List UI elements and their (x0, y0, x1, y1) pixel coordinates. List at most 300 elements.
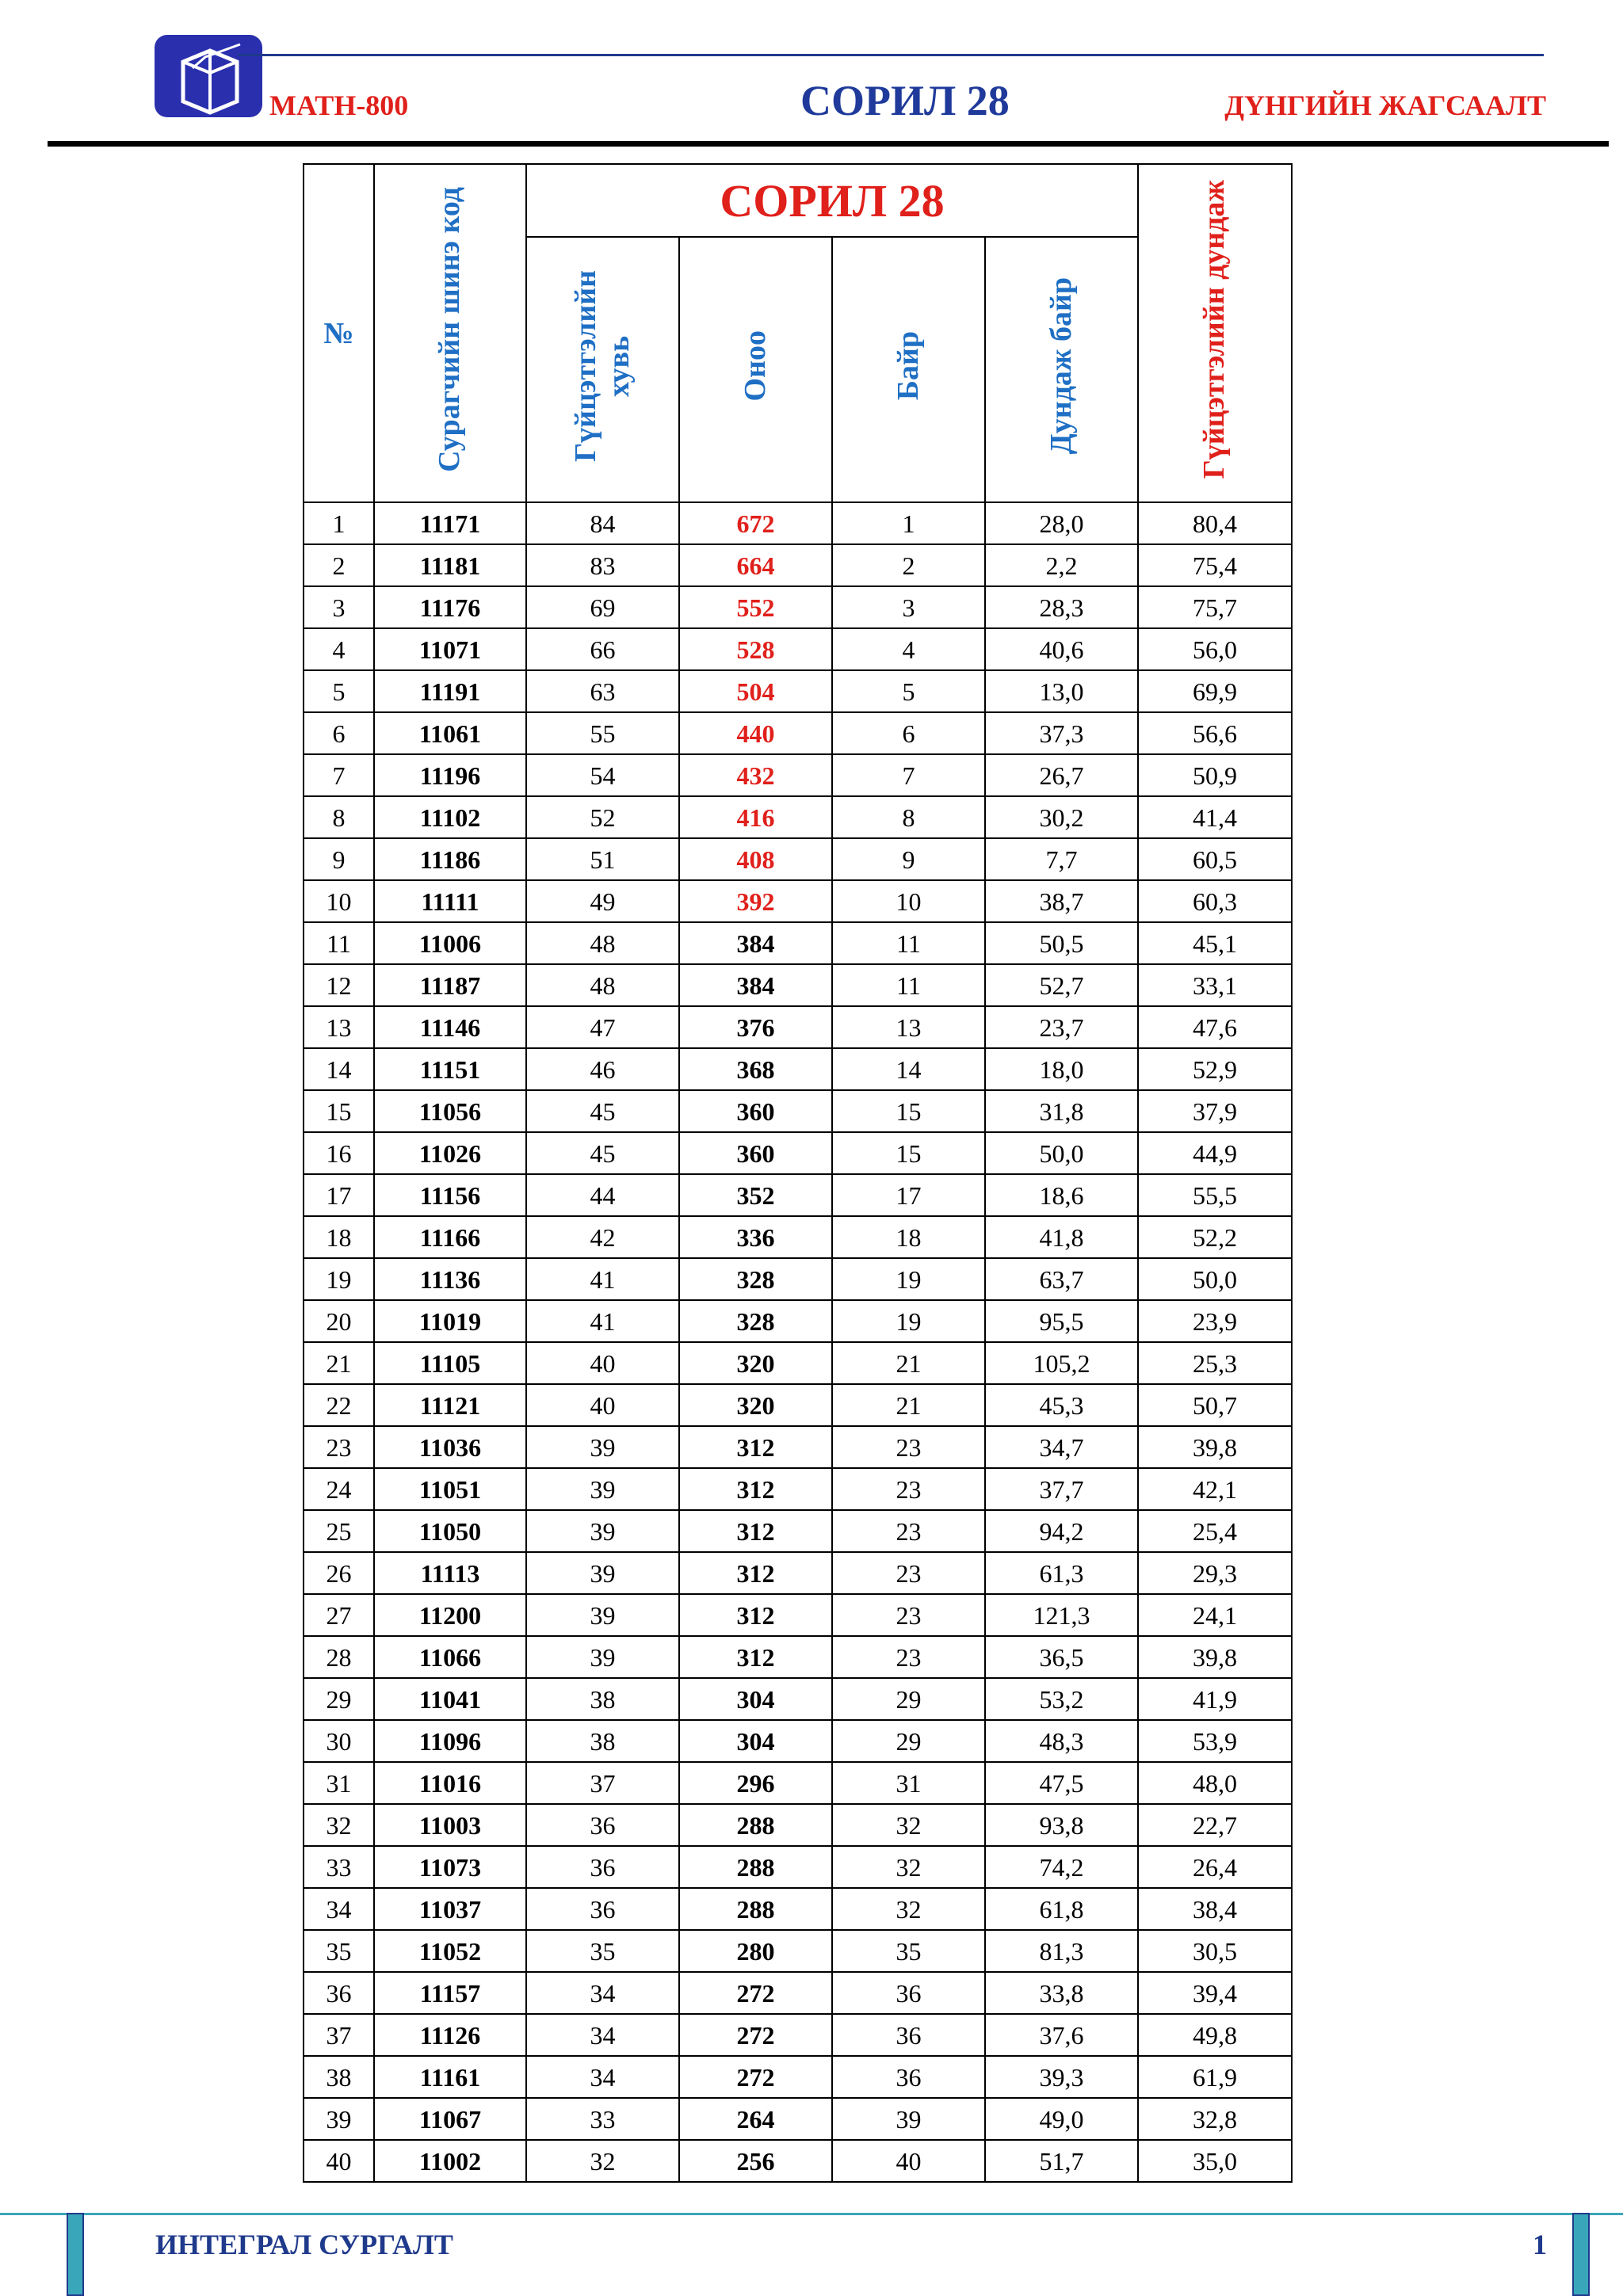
cell-performance-percent: 69 (526, 586, 679, 628)
cell-performance-percent: 84 (526, 502, 679, 544)
cell-student-code: 11071 (374, 628, 526, 670)
cell-row-number: 17 (304, 1174, 374, 1216)
cell-avg-performance: 56,6 (1138, 712, 1292, 754)
cell-avg-performance: 52,2 (1138, 1216, 1292, 1258)
footer-bar-left (67, 2213, 84, 2296)
cell-rank: 23 (832, 1426, 985, 1468)
cell-score: 504 (679, 670, 832, 712)
cell-avg-performance: 44,9 (1138, 1132, 1292, 1174)
cell-avg-performance: 45,1 (1138, 922, 1292, 964)
cell-rank: 10 (832, 880, 985, 922)
book-logo-icon (153, 33, 264, 119)
cell-rank: 23 (832, 1636, 985, 1678)
cell-student-code: 11151 (374, 1048, 526, 1090)
cell-rank: 32 (832, 1846, 985, 1888)
cell-avg-performance: 23,9 (1138, 1300, 1292, 1342)
cell-performance-percent: 48 (526, 922, 679, 964)
cell-avg-rank: 50,5 (985, 922, 1138, 964)
header-avg-performance: Гүйцэтгэлийн дундаж (1138, 164, 1292, 502)
cell-avg-rank: 81,3 (985, 1930, 1138, 1972)
cell-avg-performance: 56,0 (1138, 628, 1292, 670)
table-row (304, 712, 1292, 754)
cell-student-code: 11051 (374, 1468, 526, 1510)
table-row (304, 1552, 1292, 1594)
cell-rank: 1 (832, 502, 985, 544)
header-avg-rank: Дундаж байр (985, 237, 1138, 502)
header-score: Оноо (679, 237, 832, 502)
header-left-label: MATH-800 (269, 90, 409, 121)
cell-avg-performance: 33,1 (1138, 964, 1292, 1006)
cell-row-number: 34 (304, 1888, 374, 1930)
cell-row-number: 32 (304, 1804, 374, 1846)
cell-student-code: 11157 (374, 1972, 526, 2014)
table-row (304, 2140, 1292, 2182)
cell-student-code: 11003 (374, 1804, 526, 1846)
table-row (304, 1132, 1292, 1174)
cell-student-code: 11171 (374, 502, 526, 544)
cell-avg-rank: 31,8 (985, 1090, 1138, 1132)
cell-row-number: 16 (304, 1132, 374, 1174)
cell-avg-performance: 53,9 (1138, 1720, 1292, 1762)
cell-student-code: 11161 (374, 2056, 526, 2098)
cell-performance-percent: 49 (526, 880, 679, 922)
cell-avg-performance: 41,9 (1138, 1678, 1292, 1720)
cell-avg-rank: 63,7 (985, 1258, 1138, 1300)
cell-performance-percent: 37 (526, 1762, 679, 1804)
table-row (304, 1258, 1292, 1300)
cell-avg-rank: 93,8 (985, 1804, 1138, 1846)
cell-performance-percent: 42 (526, 1216, 679, 1258)
cell-avg-rank: 95,5 (985, 1300, 1138, 1342)
cell-row-number: 33 (304, 1846, 374, 1888)
cell-rank: 19 (832, 1258, 985, 1300)
table-row (304, 1804, 1292, 1846)
cell-performance-percent: 33 (526, 2098, 679, 2140)
cell-rank: 23 (832, 1468, 985, 1510)
table-row (304, 1846, 1292, 1888)
cell-avg-performance: 69,9 (1138, 670, 1292, 712)
table-row (304, 1300, 1292, 1342)
cell-row-number: 5 (304, 670, 374, 712)
table-row (304, 796, 1292, 838)
table-row (304, 1930, 1292, 1972)
footer-bar-right (1572, 2213, 1590, 2296)
cell-performance-percent: 63 (526, 670, 679, 712)
cell-student-code: 11187 (374, 964, 526, 1006)
cell-row-number: 31 (304, 1762, 374, 1804)
cell-avg-performance: 47,6 (1138, 1006, 1292, 1048)
cell-row-number: 4 (304, 628, 374, 670)
table-row (304, 2014, 1292, 2056)
cell-score: 288 (679, 1804, 832, 1846)
cell-score: 288 (679, 1846, 832, 1888)
cell-score: 360 (679, 1090, 832, 1132)
cell-avg-rank: 48,3 (985, 1720, 1138, 1762)
table-row (304, 670, 1292, 712)
cell-row-number: 18 (304, 1216, 374, 1258)
cell-avg-performance: 61,9 (1138, 2056, 1292, 2098)
cell-performance-percent: 45 (526, 1090, 679, 1132)
cell-row-number: 23 (304, 1426, 374, 1468)
cell-avg-rank: 39,3 (985, 2056, 1138, 2098)
cell-rank: 35 (832, 1930, 985, 1972)
cell-avg-performance: 24,1 (1138, 1594, 1292, 1636)
cell-avg-performance: 48,0 (1138, 1762, 1292, 1804)
cell-student-code: 11102 (374, 796, 526, 838)
cell-student-code: 11006 (374, 922, 526, 964)
cell-score: 272 (679, 2056, 832, 2098)
cell-avg-rank: 30,2 (985, 796, 1138, 838)
cell-score: 552 (679, 586, 832, 628)
header-rule (238, 54, 1544, 56)
cell-rank: 32 (832, 1804, 985, 1846)
header-divider (48, 141, 1609, 147)
cell-student-code: 11196 (374, 754, 526, 796)
cell-student-code: 11016 (374, 1762, 526, 1804)
cell-student-code: 11166 (374, 1216, 526, 1258)
cell-avg-rank: 28,0 (985, 502, 1138, 544)
cell-avg-rank: 18,0 (985, 1048, 1138, 1090)
cell-score: 312 (679, 1594, 832, 1636)
cell-row-number: 27 (304, 1594, 374, 1636)
cell-row-number: 14 (304, 1048, 374, 1090)
cell-student-code: 11181 (374, 544, 526, 586)
table-row (304, 838, 1292, 880)
cell-avg-rank: 34,7 (985, 1426, 1138, 1468)
cell-rank: 3 (832, 586, 985, 628)
results-body (304, 502, 1292, 2182)
cell-performance-percent: 47 (526, 1006, 679, 1048)
cell-row-number: 11 (304, 922, 374, 964)
cell-performance-percent: 35 (526, 1930, 679, 1972)
table-row (304, 922, 1292, 964)
table-row (304, 1216, 1292, 1258)
cell-avg-performance: 22,7 (1138, 1804, 1292, 1846)
cell-performance-percent: 36 (526, 1804, 679, 1846)
cell-score: 312 (679, 1636, 832, 1678)
cell-rank: 15 (832, 1090, 985, 1132)
cell-rank: 36 (832, 2014, 985, 2056)
cell-performance-percent: 39 (526, 1510, 679, 1552)
table-row (304, 1174, 1292, 1216)
results-table (303, 163, 1293, 2183)
cell-student-code: 11052 (374, 1930, 526, 1972)
cell-row-number: 12 (304, 964, 374, 1006)
table-row (304, 1972, 1292, 2014)
cell-performance-percent: 48 (526, 964, 679, 1006)
cell-score: 312 (679, 1510, 832, 1552)
cell-avg-rank: 74,2 (985, 1846, 1138, 1888)
cell-score: 272 (679, 1972, 832, 2014)
cell-avg-performance: 41,4 (1138, 796, 1292, 838)
cell-score: 304 (679, 1720, 832, 1762)
cell-score: 320 (679, 1384, 832, 1426)
cell-performance-percent: 66 (526, 628, 679, 670)
table-row (304, 1594, 1292, 1636)
cell-rank: 13 (832, 1006, 985, 1048)
table-row (304, 1426, 1292, 1468)
cell-rank: 23 (832, 1510, 985, 1552)
cell-avg-rank: 121,3 (985, 1594, 1138, 1636)
table-row (304, 502, 1292, 544)
footer-label: ИНТЕГРАЛ СУРГАЛТ (155, 2229, 453, 2260)
cell-performance-percent: 39 (526, 1594, 679, 1636)
cell-avg-performance: 75,7 (1138, 586, 1292, 628)
footer-rule (0, 2213, 1623, 2215)
cell-avg-rank: 94,2 (985, 1510, 1138, 1552)
table-row (304, 964, 1292, 1006)
cell-student-code: 11113 (374, 1552, 526, 1594)
cell-avg-rank: 105,2 (985, 1342, 1138, 1384)
cell-avg-performance: 39,8 (1138, 1636, 1292, 1678)
cell-performance-percent: 34 (526, 2014, 679, 2056)
cell-row-number: 10 (304, 880, 374, 922)
cell-rank: 7 (832, 754, 985, 796)
cell-avg-performance: 75,4 (1138, 544, 1292, 586)
cell-rank: 15 (832, 1132, 985, 1174)
cell-avg-rank: 41,8 (985, 1216, 1138, 1258)
cell-row-number: 2 (304, 544, 374, 586)
cell-score: 392 (679, 880, 832, 922)
cell-score: 384 (679, 922, 832, 964)
cell-student-code: 11105 (374, 1342, 526, 1384)
cell-rank: 11 (832, 922, 985, 964)
cell-avg-rank: 52,7 (985, 964, 1138, 1006)
cell-avg-rank: 36,5 (985, 1636, 1138, 1678)
cell-avg-rank: 28,3 (985, 586, 1138, 628)
table-row (304, 1006, 1292, 1048)
cell-avg-rank: 2,2 (985, 544, 1138, 586)
cell-row-number: 1 (304, 502, 374, 544)
cell-student-code: 11026 (374, 1132, 526, 1174)
cell-score: 312 (679, 1426, 832, 1468)
cell-rank: 9 (832, 838, 985, 880)
cell-student-code: 11200 (374, 1594, 526, 1636)
cell-avg-performance: 37,9 (1138, 1090, 1292, 1132)
cell-avg-performance: 35,0 (1138, 2140, 1292, 2182)
table-row (304, 1384, 1292, 1426)
table-row (304, 1048, 1292, 1090)
cell-performance-percent: 83 (526, 544, 679, 586)
cell-student-code: 11176 (374, 586, 526, 628)
cell-rank: 36 (832, 1972, 985, 2014)
cell-performance-percent: 39 (526, 1426, 679, 1468)
cell-student-code: 11002 (374, 2140, 526, 2182)
cell-score: 312 (679, 1552, 832, 1594)
cell-row-number: 39 (304, 2098, 374, 2140)
cell-avg-performance: 50,0 (1138, 1258, 1292, 1300)
table-row (304, 1342, 1292, 1384)
cell-rank: 2 (832, 544, 985, 586)
cell-rank: 29 (832, 1720, 985, 1762)
cell-student-code: 11019 (374, 1300, 526, 1342)
cell-rank: 32 (832, 1888, 985, 1930)
cell-rank: 36 (832, 2056, 985, 2098)
cell-score: 320 (679, 1342, 832, 1384)
cell-student-code: 11050 (374, 1510, 526, 1552)
cell-score: 416 (679, 796, 832, 838)
cell-row-number: 28 (304, 1636, 374, 1678)
cell-avg-performance: 39,8 (1138, 1426, 1292, 1468)
cell-avg-performance: 38,4 (1138, 1888, 1292, 1930)
cell-rank: 19 (832, 1300, 985, 1342)
header-test-group: СОРИЛ 28 (526, 164, 1138, 237)
cell-performance-percent: 40 (526, 1384, 679, 1426)
table-row (304, 2056, 1292, 2098)
cell-avg-rank: 18,6 (985, 1174, 1138, 1216)
cell-rank: 4 (832, 628, 985, 670)
cell-rank: 39 (832, 2098, 985, 2140)
cell-row-number: 38 (304, 2056, 374, 2098)
cell-row-number: 13 (304, 1006, 374, 1048)
cell-rank: 21 (832, 1384, 985, 1426)
cell-rank: 18 (832, 1216, 985, 1258)
cell-student-code: 11156 (374, 1174, 526, 1216)
cell-score: 432 (679, 754, 832, 796)
cell-avg-rank: 23,7 (985, 1006, 1138, 1048)
cell-score: 384 (679, 964, 832, 1006)
table-row (304, 544, 1292, 586)
cell-avg-performance: 32,8 (1138, 2098, 1292, 2140)
cell-performance-percent: 34 (526, 1972, 679, 2014)
cell-score: 304 (679, 1678, 832, 1720)
cell-avg-rank: 61,3 (985, 1552, 1138, 1594)
cell-performance-percent: 39 (526, 1468, 679, 1510)
cell-student-code: 11191 (374, 670, 526, 712)
cell-avg-performance: 25,4 (1138, 1510, 1292, 1552)
cell-score: 328 (679, 1258, 832, 1300)
cell-score: 256 (679, 2140, 832, 2182)
cell-rank: 40 (832, 2140, 985, 2182)
cell-performance-percent: 52 (526, 796, 679, 838)
cell-score: 328 (679, 1300, 832, 1342)
header-performance-percent: Гүйцэтгэлийн хувь (526, 237, 679, 502)
table-row (304, 1888, 1292, 1930)
cell-avg-rank: 47,5 (985, 1762, 1138, 1804)
cell-student-code: 11061 (374, 712, 526, 754)
cell-score: 288 (679, 1888, 832, 1930)
cell-row-number: 24 (304, 1468, 374, 1510)
cell-avg-performance: 80,4 (1138, 502, 1292, 544)
table-row (304, 1720, 1292, 1762)
page-title: СОРИЛ 28 (800, 77, 1010, 124)
cell-student-code: 11096 (374, 1720, 526, 1762)
cell-avg-performance: 39,4 (1138, 1972, 1292, 2014)
header-student-code: Сурагчийн шинэ код (374, 164, 526, 502)
cell-performance-percent: 38 (526, 1720, 679, 1762)
cell-row-number: 21 (304, 1342, 374, 1384)
cell-avg-rank: 7,7 (985, 838, 1138, 880)
cell-score: 360 (679, 1132, 832, 1174)
cell-student-code: 11036 (374, 1426, 526, 1468)
cell-score: 296 (679, 1762, 832, 1804)
cell-row-number: 6 (304, 712, 374, 754)
cell-student-code: 11041 (374, 1678, 526, 1720)
cell-rank: 8 (832, 796, 985, 838)
cell-row-number: 25 (304, 1510, 374, 1552)
table-row (304, 1090, 1292, 1132)
table-row (304, 2098, 1292, 2140)
cell-row-number: 37 (304, 2014, 374, 2056)
cell-performance-percent: 45 (526, 1132, 679, 1174)
cell-avg-rank: 37,7 (985, 1468, 1138, 1510)
cell-score: 312 (679, 1468, 832, 1510)
cell-student-code: 11146 (374, 1006, 526, 1048)
cell-avg-rank: 13,0 (985, 670, 1138, 712)
cell-student-code: 11186 (374, 838, 526, 880)
cell-avg-performance: 29,3 (1138, 1552, 1292, 1594)
cell-performance-percent: 36 (526, 1888, 679, 1930)
cell-score: 528 (679, 628, 832, 670)
cell-row-number: 29 (304, 1678, 374, 1720)
cell-student-code: 11136 (374, 1258, 526, 1300)
cell-rank: 14 (832, 1048, 985, 1090)
cell-performance-percent: 46 (526, 1048, 679, 1090)
page-number: 1 (1533, 2229, 1547, 2260)
cell-score: 376 (679, 1006, 832, 1048)
cell-rank: 23 (832, 1594, 985, 1636)
cell-performance-percent: 54 (526, 754, 679, 796)
table-row (304, 880, 1292, 922)
cell-row-number: 20 (304, 1300, 374, 1342)
cell-performance-percent: 38 (526, 1678, 679, 1720)
cell-performance-percent: 32 (526, 2140, 679, 2182)
cell-avg-performance: 25,3 (1138, 1342, 1292, 1384)
cell-avg-performance: 30,5 (1138, 1930, 1292, 1972)
cell-student-code: 11056 (374, 1090, 526, 1132)
cell-performance-percent: 55 (526, 712, 679, 754)
cell-score: 408 (679, 838, 832, 880)
cell-avg-rank: 40,6 (985, 628, 1138, 670)
cell-row-number: 7 (304, 754, 374, 796)
cell-rank: 21 (832, 1342, 985, 1384)
cell-row-number: 3 (304, 586, 374, 628)
cell-avg-rank: 37,3 (985, 712, 1138, 754)
cell-rank: 11 (832, 964, 985, 1006)
cell-score: 272 (679, 2014, 832, 2056)
cell-avg-rank: 38,7 (985, 880, 1138, 922)
cell-avg-performance: 26,4 (1138, 1846, 1292, 1888)
table-row (304, 1678, 1292, 1720)
cell-avg-rank: 45,3 (985, 1384, 1138, 1426)
cell-avg-performance: 50,9 (1138, 754, 1292, 796)
cell-avg-rank: 50,0 (985, 1132, 1138, 1174)
cell-student-code: 11126 (374, 2014, 526, 2056)
table-row (304, 754, 1292, 796)
cell-row-number: 36 (304, 1972, 374, 2014)
cell-performance-percent: 39 (526, 1552, 679, 1594)
cell-avg-performance: 50,7 (1138, 1384, 1292, 1426)
cell-row-number: 15 (304, 1090, 374, 1132)
cell-avg-performance: 52,9 (1138, 1048, 1292, 1090)
table-row (304, 1468, 1292, 1510)
cell-performance-percent: 36 (526, 1846, 679, 1888)
cell-student-code: 11066 (374, 1636, 526, 1678)
cell-rank: 29 (832, 1678, 985, 1720)
cell-avg-rank: 49,0 (985, 2098, 1138, 2140)
table-row (304, 1510, 1292, 1552)
cell-avg-rank: 37,6 (985, 2014, 1138, 2056)
cell-row-number: 9 (304, 838, 374, 880)
table-row (304, 586, 1292, 628)
cell-row-number: 8 (304, 796, 374, 838)
cell-avg-performance: 49,8 (1138, 2014, 1292, 2056)
cell-performance-percent: 44 (526, 1174, 679, 1216)
table-row (304, 1762, 1292, 1804)
cell-avg-performance: 60,5 (1138, 838, 1292, 880)
cell-score: 280 (679, 1930, 832, 1972)
cell-avg-rank: 26,7 (985, 754, 1138, 796)
